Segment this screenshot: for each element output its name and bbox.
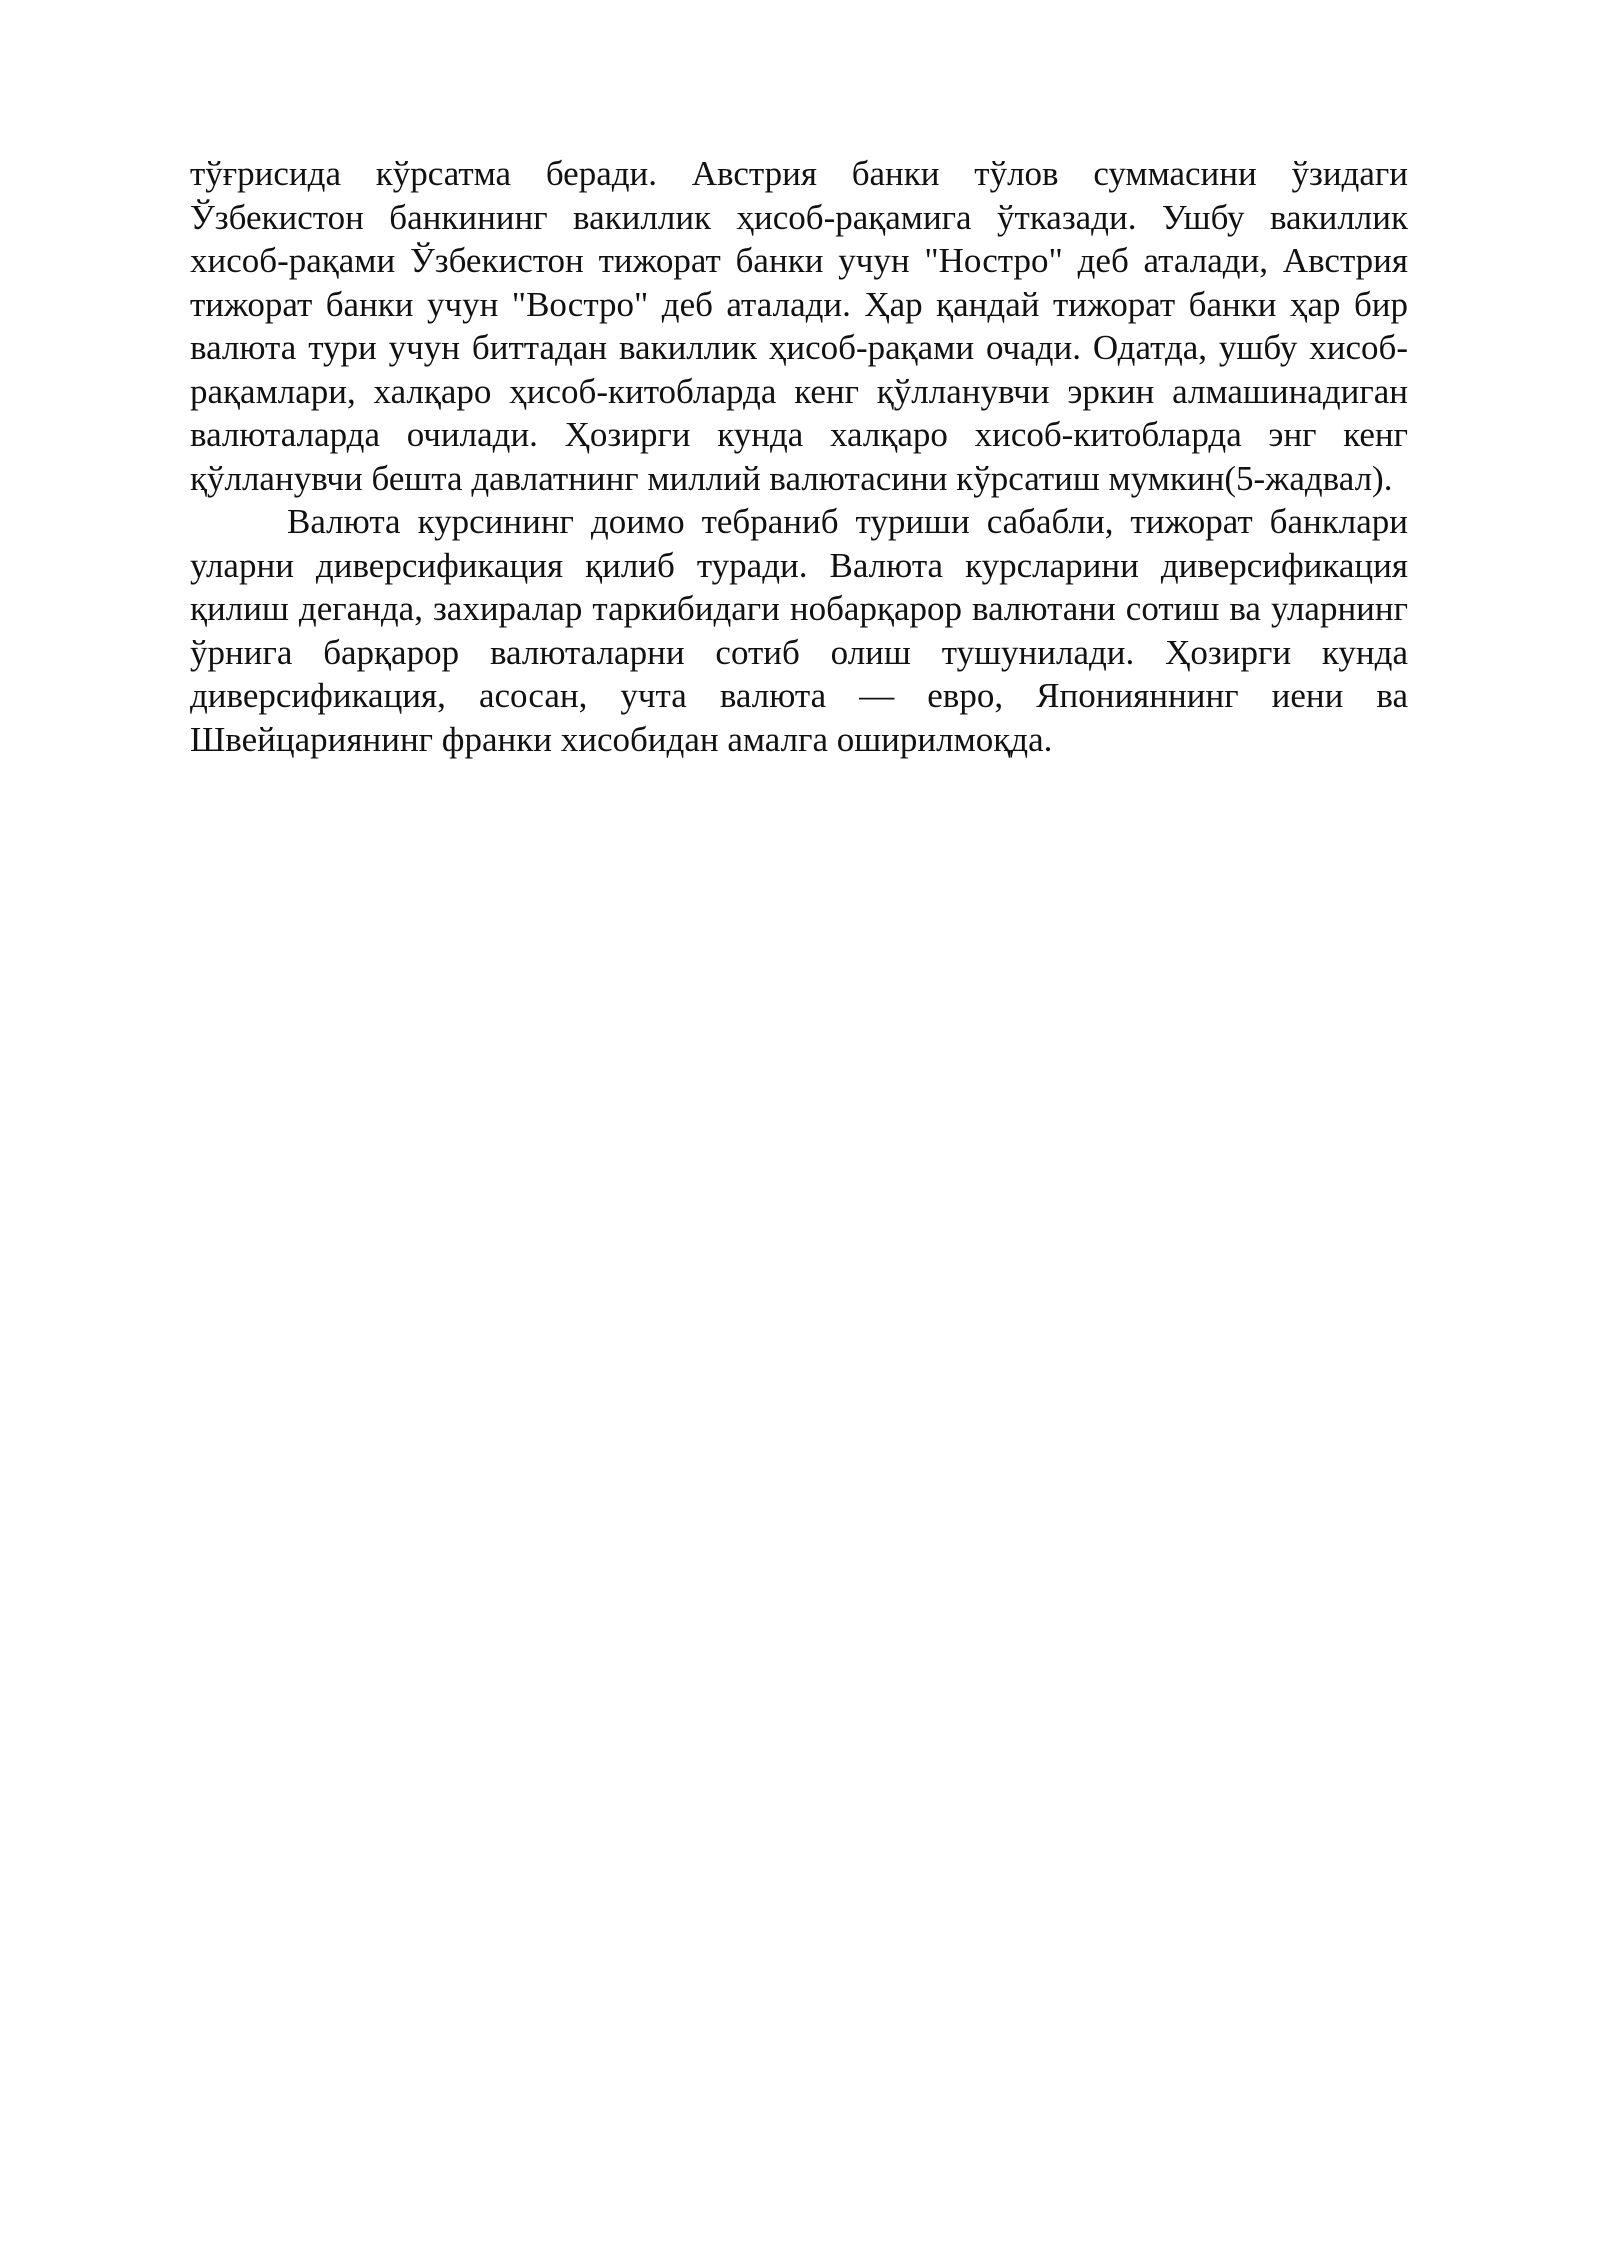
paragraph-1: тўғрисида кўрсатма беради. Австрия банки тўлов суммасини ўзидаги Ўзбекистон банкининг вакиллик ҳисоб-рақамига ўтказади. Ушбу вакиллик хисоб-рақами Ўзбекистон тижорат банки учун "Ностро" деб аталади, Австрия тижорат банки учун "Востро" деб аталади. Ҳар қандай тижорат банки ҳар бир валюта тури учун биттадан вакиллик ҳисоб-рақами очади. Одатда, ушбу хисоб-рақамлари, халқаро ҳисоб-китобларда кенг қўлланувчи эркин алмашинадиган валюталарда очилади. Ҳозирги кунда халқаро хисоб-китобларда энг кенг қўлланувчи бешта давлатнинг миллий валютасини кўрсатиш мумкин(5-жадвал). xyxy=(190,154,1408,498)
paragraph-2: Валюта курсининг доимо тебраниб туриши сабабли, тижорат банклари уларни диверсификация қилиб туради. Валюта курсларини диверсификация қилиш деганда, захиралар таркибидаги нобарқарор валютани сотиш ва уларнинг ўрнига барқарор валюталарни сотиб олиш тушунилади. Ҳозирги кунда диверсификация, асосан, учта валюта — евро, Японияннинг иени ва Швейцариянинг франки хисобидан амалга оширилмоқда. xyxy=(190,502,1408,759)
document-body xyxy=(190,152,1408,761)
